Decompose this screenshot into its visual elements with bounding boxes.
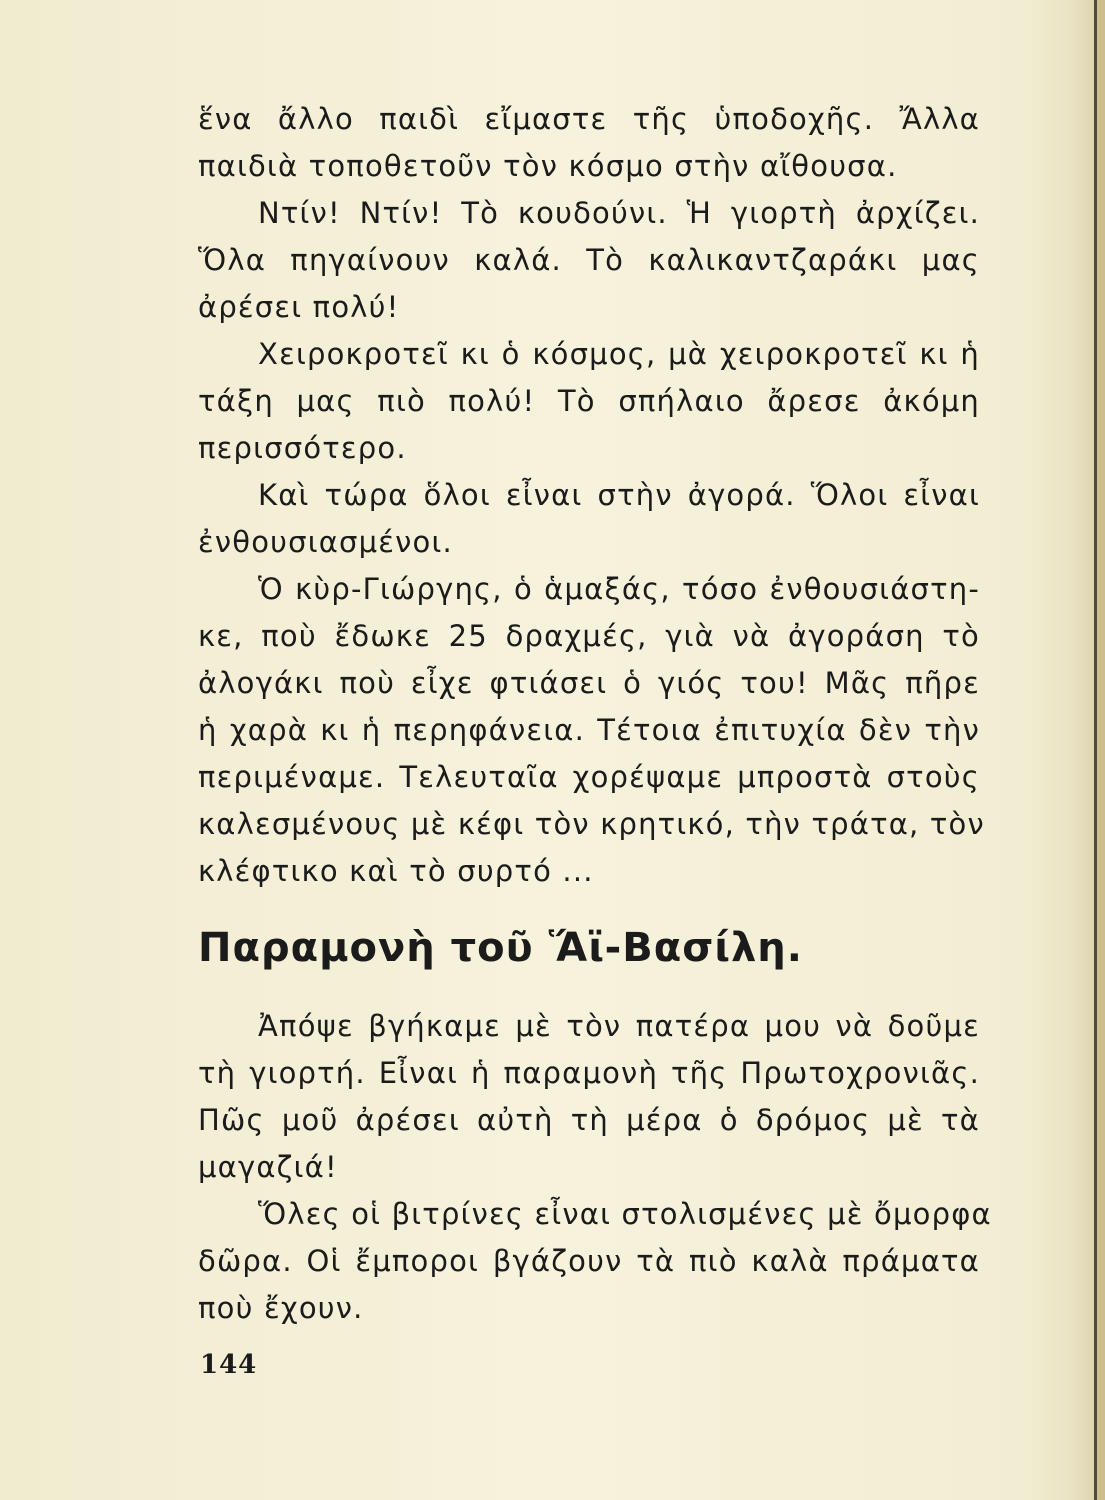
page-number: 144 xyxy=(200,1350,258,1380)
text-line: ἡ χαρὰ κι ἡ περηφάνεια. Τέτοια ἐπιτυχία δὲν τὴν xyxy=(198,713,980,747)
top-text-block xyxy=(198,96,985,895)
text-line: παιδιὰ τοποθετοῦν τὸν κόσμο στὴν αἴθουσα. xyxy=(198,149,898,183)
text-line: Καὶ τώρα ὅλοι εἶναι στὴν ἀγορά. Ὅλοι εἶναι xyxy=(258,478,980,512)
text-line: ἕνα ἄλλο παιδὶ εἴμαστε τῆς ὑποδοχῆς. Ἄλλα xyxy=(198,102,980,136)
paragraph xyxy=(198,96,980,190)
text-line: ἀλογάκι ποὺ εἶχε φτιάσει ὁ γιός του! Μᾶς πῆρε xyxy=(198,666,980,700)
book-spine-shadow xyxy=(1097,0,1105,1500)
text-line: μαγαζιά! xyxy=(198,1150,338,1184)
paragraph xyxy=(198,1003,980,1191)
bottom-text-block xyxy=(198,1003,992,1332)
paragraph xyxy=(198,472,980,566)
text-line: περισσότερο. xyxy=(198,431,407,465)
text-line: Ὅλα πηγαίνουν καλά. Τὸ καλικαντζαράκι μας xyxy=(198,243,980,277)
text-line: Πῶς μοῦ ἀρέσει αὐτὴ τὴ μέρα ὁ δρόμος μὲ τὰ xyxy=(198,1103,980,1137)
text-line: Χειροκροτεῖ κι ὁ κόσμος, μὰ χειροκροτεῖ κι ἡ xyxy=(258,337,980,371)
text-line: ἐνθουσιασμένοι. xyxy=(198,525,453,559)
text-line: κε, ποὺ ἔδωκε 25 δραχμές, γιὰ νὰ ἀγοράση τὸ xyxy=(198,619,980,653)
text-line: τὴ γιορτή. Εἶναι ἡ παραμονὴ τῆς Πρωτοχρονιᾶς. xyxy=(198,1056,980,1090)
text-line: καλεσμένους μὲ κέφι τὸν κρητικό, τὴν τράτα, τὸν xyxy=(198,807,985,841)
text-line: Ἀπόψε βγήκαμε μὲ τὸν πατέρα μου νὰ δοῦμε xyxy=(258,1009,980,1043)
paragraph xyxy=(198,566,985,895)
text-line: Ὁ κὺρ-Γιώργης, ὁ ἁμαξάς, τόσο ἐνθουσιάστη- xyxy=(258,572,980,606)
text-line: κλέφτικο καὶ τὸ συρτό ... xyxy=(198,854,594,888)
paragraph xyxy=(198,190,980,331)
paragraph xyxy=(198,331,980,472)
text-line: Ντίν! Ντίν! Τὸ κουδούνι. Ἡ γιορτὴ ἀρχίζει. xyxy=(258,196,980,230)
text-line: ποὺ ἔχουν. xyxy=(198,1291,364,1325)
text-line: δῶρα. Οἱ ἔμποροι βγάζουν τὰ πιὸ καλὰ πράματα xyxy=(198,1244,980,1278)
text-line: ἀρέσει πολύ! xyxy=(198,290,400,324)
section-heading: Παραμονὴ τοῦ Ἅϊ-Βασίλη. xyxy=(198,925,803,971)
book-spine-edge xyxy=(1094,0,1097,1500)
text-line: τάξη μας πιὸ πολύ! Τὸ σπήλαιο ἄρεσε ἀκόμη xyxy=(198,384,980,418)
text-line: Ὅλες οἱ βιτρίνες εἶναι στολισμένες μὲ ὄμορφα xyxy=(258,1197,992,1231)
paragraph xyxy=(198,1191,992,1332)
text-line: περιμέναμε. Τελευταῖα χορέψαμε μπροστὰ στοὺς xyxy=(198,760,980,794)
